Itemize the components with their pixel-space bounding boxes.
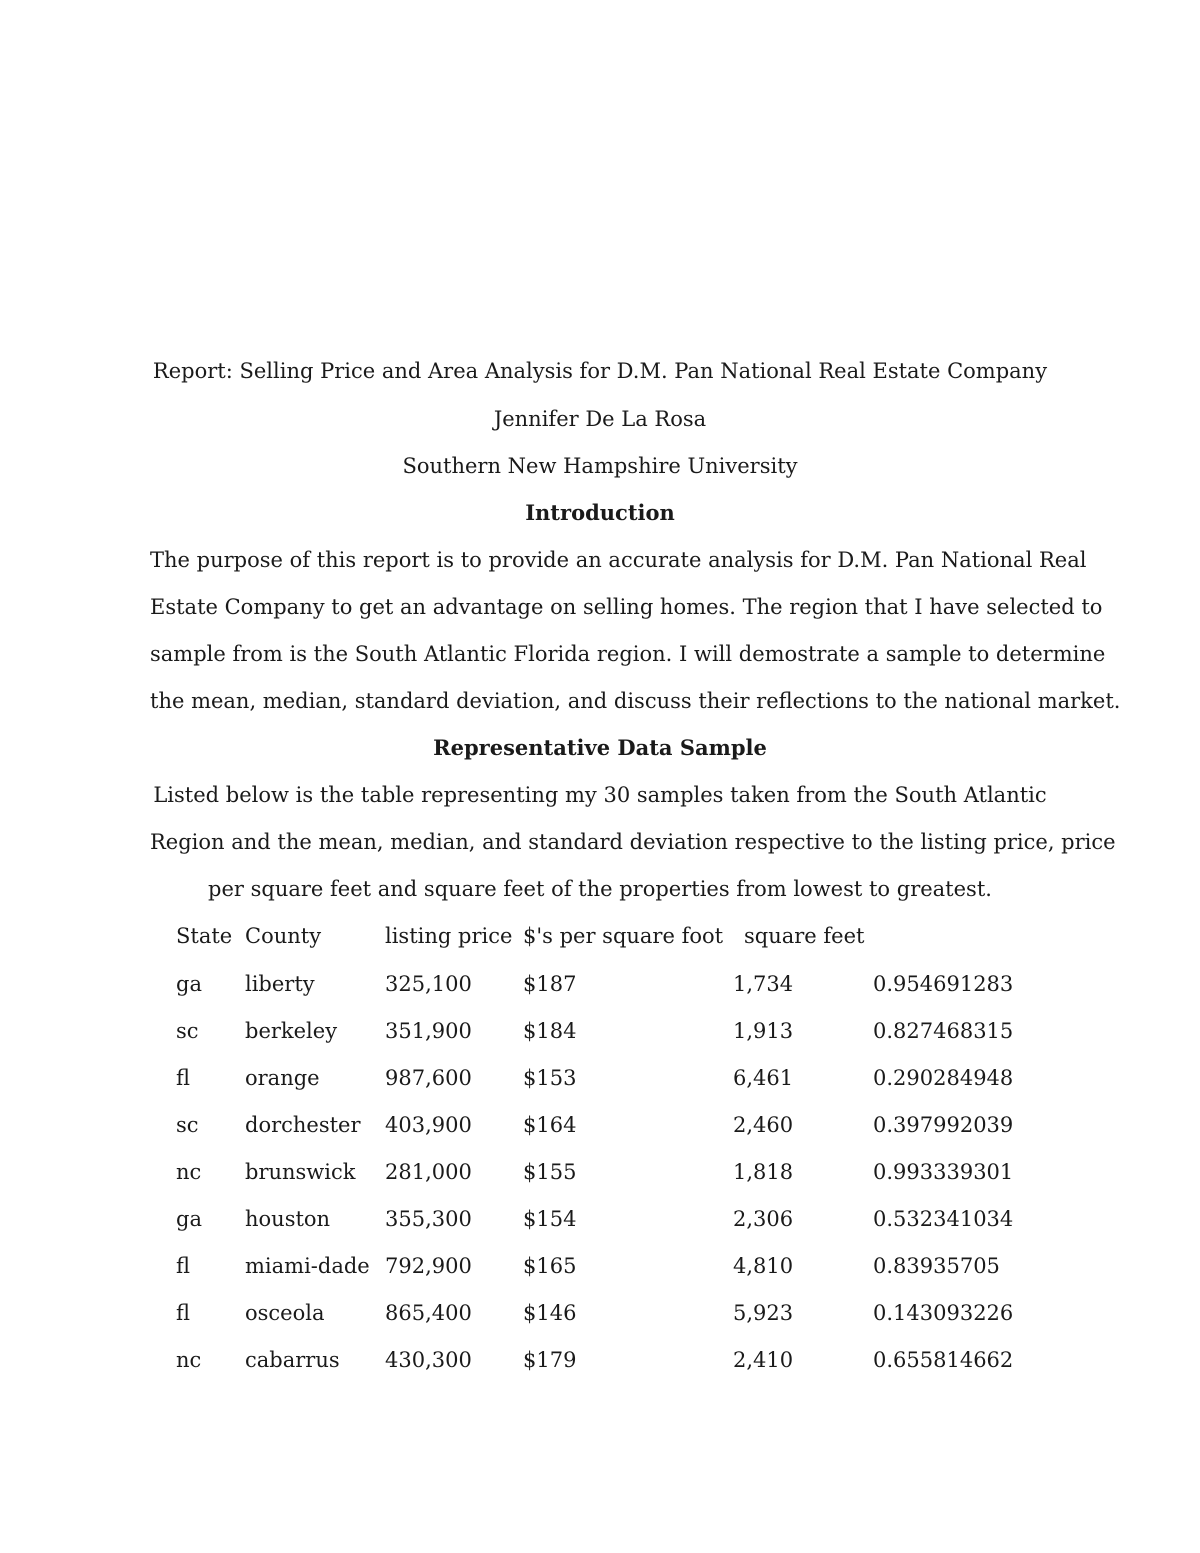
- cell-square-feet: 2,460: [733, 1113, 794, 1137]
- cell-state: fl: [176, 1066, 191, 1090]
- cell-price-per-square-foot: $184: [523, 1019, 577, 1043]
- cell-price-per-square-foot: $155: [523, 1160, 577, 1184]
- cell-state: fl: [176, 1301, 191, 1325]
- cell-listing-price: 865,400: [385, 1301, 472, 1325]
- cell-random-value: 0.290284948: [873, 1066, 1014, 1090]
- sample-line-1: Listed below is the table representing my 30 samples taken from the South Atlantic: [153, 783, 1047, 807]
- cell-square-feet: 5,923: [733, 1301, 794, 1325]
- cell-state: fl: [176, 1254, 191, 1278]
- report-title: Report: Selling Price and Area Analysis for D.M. Pan National Real Estate Company: [152, 359, 1048, 383]
- cell-county: liberty: [245, 972, 315, 996]
- header-listing-price: listing price: [385, 924, 513, 948]
- cell-state: nc: [176, 1160, 202, 1184]
- cell-random-value: 0.83935705: [873, 1254, 1000, 1278]
- cell-price-per-square-foot: $146: [523, 1301, 577, 1325]
- introduction-line-1: The purpose of this report is to provide an accurate analysis for D.M. Pan National Real: [150, 548, 1087, 572]
- cell-price-per-square-foot: $164: [523, 1113, 577, 1137]
- cell-county: orange: [245, 1066, 320, 1090]
- cell-listing-price: 351,900: [385, 1019, 472, 1043]
- cell-price-per-square-foot: $153: [523, 1066, 577, 1090]
- cell-square-feet: 2,306: [733, 1207, 794, 1231]
- cell-square-feet: 1,913: [733, 1019, 794, 1043]
- cell-random-value: 0.143093226: [873, 1301, 1014, 1325]
- cell-county: miami-dade: [245, 1254, 370, 1278]
- cell-listing-price: 987,600: [385, 1066, 472, 1090]
- header-price-per-square-foot: $'s per square foot: [523, 924, 724, 948]
- cell-state: sc: [176, 1113, 199, 1137]
- cell-state: ga: [176, 972, 202, 996]
- introduction-heading: Introduction: [525, 500, 675, 525]
- cell-county: osceola: [245, 1301, 325, 1325]
- cell-random-value: 0.993339301: [873, 1160, 1014, 1184]
- author-name: Jennifer De La Rosa: [493, 407, 707, 431]
- cell-square-feet: 2,410: [733, 1348, 794, 1372]
- sample-heading: Representative Data Sample: [433, 735, 767, 760]
- cell-county: houston: [245, 1207, 331, 1231]
- introduction-line-2: Estate Company to get an advantage on selling homes. The region that I have selected to: [150, 595, 1103, 619]
- cell-random-value: 0.397992039: [873, 1113, 1014, 1137]
- cell-price-per-square-foot: $165: [523, 1254, 577, 1278]
- cell-listing-price: 325,100: [385, 972, 472, 996]
- header-square-feet: square feet: [744, 924, 865, 948]
- cell-square-feet: 4,810: [733, 1254, 794, 1278]
- cell-random-value: 0.827468315: [873, 1019, 1014, 1043]
- introduction-line-4: the mean, median, standard deviation, and discuss their reflections to the national market.: [150, 689, 1121, 713]
- cell-state: nc: [176, 1348, 202, 1372]
- cell-price-per-square-foot: $154: [523, 1207, 577, 1231]
- header-state: State: [176, 924, 233, 948]
- sample-line-3: per square feet and square feet of the properties from lowest to greatest.: [208, 877, 992, 901]
- cell-square-feet: 6,461: [733, 1066, 794, 1090]
- cell-price-per-square-foot: $179: [523, 1348, 577, 1372]
- cell-state: sc: [176, 1019, 199, 1043]
- cell-listing-price: 281,000: [385, 1160, 472, 1184]
- cell-listing-price: 430,300: [385, 1348, 472, 1372]
- cell-listing-price: 792,900: [385, 1254, 472, 1278]
- introduction-line-3: sample from is the South Atlantic Florida region. I will demostrate a sample to determine: [150, 642, 1106, 666]
- cell-listing-price: 403,900: [385, 1113, 472, 1137]
- cell-random-value: 0.954691283: [873, 972, 1014, 996]
- cell-square-feet: 1,818: [733, 1160, 794, 1184]
- cell-square-feet: 1,734: [733, 972, 794, 996]
- cell-county: brunswick: [245, 1160, 356, 1184]
- cell-listing-price: 355,300: [385, 1207, 472, 1231]
- cell-county: cabarrus: [245, 1348, 340, 1372]
- institution-name: Southern New Hampshire University: [402, 454, 798, 478]
- cell-random-value: 0.655814662: [873, 1348, 1014, 1372]
- sample-line-2: Region and the mean, median, and standard deviation respective to the listing price, price: [150, 830, 1116, 854]
- header-county: County: [245, 924, 322, 948]
- cell-random-value: 0.532341034: [873, 1207, 1014, 1231]
- cell-price-per-square-foot: $187: [523, 972, 577, 996]
- cell-county: berkeley: [245, 1019, 338, 1043]
- cell-county: dorchester: [245, 1113, 361, 1137]
- cell-state: ga: [176, 1207, 202, 1231]
